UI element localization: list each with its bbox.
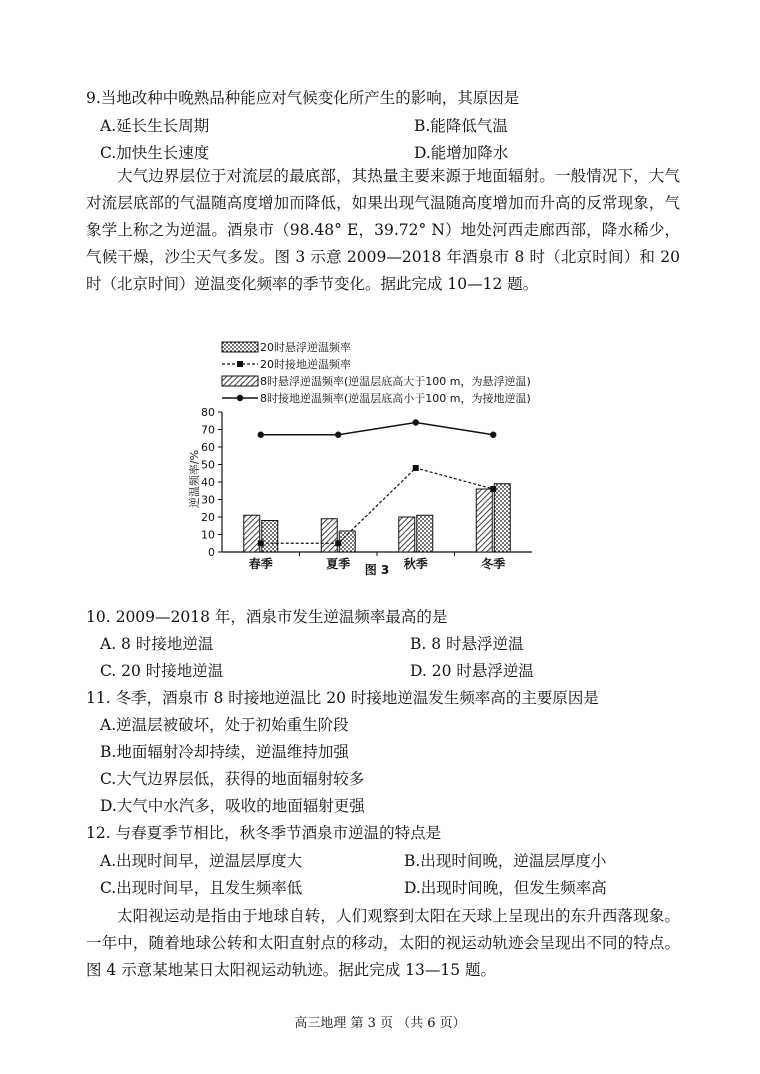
legend-label-20h-suspended: 20时悬浮逆温频率 bbox=[260, 341, 351, 354]
point-8h-ground bbox=[335, 432, 341, 438]
q10-option-c: C. 20 时接地逆温 bbox=[100, 662, 224, 680]
point-8h-ground bbox=[413, 419, 419, 425]
x-tick-label: 秋季 bbox=[403, 557, 428, 571]
bar-8h-suspended bbox=[244, 515, 260, 552]
bar-20h-suspended bbox=[262, 521, 278, 553]
legend-swatch-20h-suspended bbox=[222, 342, 258, 352]
q10-option-d: D. 20 时悬浮逆温 bbox=[410, 662, 534, 680]
y-tick-label: 20 bbox=[201, 511, 215, 524]
legend-label-20h-ground: 20时接地逆温频率 bbox=[260, 358, 351, 371]
legend-label-8h-ground: 8时接地逆温频率(逆温层底高小于100 m，为接地逆温) bbox=[260, 392, 531, 405]
legend-label-8h-suspended: 8时悬浮逆温频率(逆温层底高大于100 m，为悬浮逆温) bbox=[260, 375, 531, 388]
legend-marker-20h-ground bbox=[237, 361, 243, 367]
x-tick-label: 夏季 bbox=[326, 557, 351, 571]
point-8h-ground bbox=[258, 432, 264, 438]
line-20h-ground bbox=[261, 468, 494, 543]
bar-8h-suspended bbox=[399, 517, 415, 552]
inversion-frequency-chart bbox=[176, 336, 596, 576]
q9-option-a: A.延长生长周期 bbox=[100, 117, 210, 135]
passage-inversion: 大气边界层位于对流层的最底部，其热量主要来源于地面辐射。一般情况下，大气对流层底部的气温随高度增加而降低，如果出现气温随高度增加而升高的反常现象，气象学上称之为逆温。酒泉市（98.48° E，39.72° N）地处河西走廊西部，降水稀少，气候干燥，沙尘天气多发。图 3 示意 2009—2018 年酒泉市 8 时（北京时间）和 20 时（北京时间）逆温变化频率的季节变化。据此完成 10—12 题。 bbox=[86, 167, 680, 293]
y-tick-label: 70 bbox=[201, 423, 215, 437]
point-8h-ground bbox=[490, 432, 496, 438]
figure-caption: 图 3 bbox=[364, 563, 390, 576]
y-tick-label: 10 bbox=[201, 528, 215, 542]
point-20h-ground bbox=[335, 540, 341, 546]
bar-8h-suspended bbox=[321, 519, 337, 552]
x-tick-label: 冬季 bbox=[481, 557, 506, 571]
y-tick-label: 80 bbox=[201, 406, 215, 419]
q11-option-a: A.逆温层被破坏，处于初始重生阶段 bbox=[100, 716, 349, 734]
q9-option-d: D.能增加降水 bbox=[414, 144, 509, 162]
y-tick-label: 50 bbox=[201, 458, 215, 472]
q9-option-c: C.加快生长速度 bbox=[100, 144, 210, 162]
q12-option-a: A.出现时间早，逆温层厚度大 bbox=[100, 852, 303, 870]
legend-marker-8h-ground bbox=[237, 395, 243, 401]
bar-20h-suspended bbox=[494, 484, 510, 552]
q11-option-b: B.地面辐射冷却持续，逆温维持加强 bbox=[100, 743, 349, 761]
point-20h-ground bbox=[413, 465, 419, 471]
chart-bars bbox=[244, 484, 511, 552]
y-tick-label: 40 bbox=[201, 476, 215, 489]
point-20h-ground bbox=[258, 540, 264, 546]
bar-8h-suspended bbox=[476, 489, 492, 552]
q9-option-b: B.能降低气温 bbox=[414, 117, 508, 135]
q11-stem: 11. 冬季，酒泉市 8 时接地逆温比 20 时接地逆温发生频率高的主要原因是 bbox=[86, 689, 599, 707]
q10-option-b: B. 8 时悬浮逆温 bbox=[410, 635, 524, 653]
y-tick-label: 60 bbox=[201, 441, 215, 454]
q10-stem: 10. 2009—2018 年，酒泉市发生逆温频率最高的是 bbox=[86, 608, 448, 626]
passage-solar-motion: 太阳视运动是指由于地球自转，人们观察到太阳在天球上呈现出的东升西落现象。一年中，随着地球公转和太阳直射点的移动，太阳的视运动轨迹会呈现出不同的特点。图 4 示意某地某日太阳视运动轨迹。据此完成 13—15 题。 bbox=[86, 907, 680, 979]
q12-option-c: C.出现时间早，且发生频率低 bbox=[100, 879, 303, 897]
point-20h-ground bbox=[490, 486, 496, 492]
chart-legend bbox=[222, 340, 531, 405]
q12-stem: 12. 与春夏季节相比，秋冬季节酒泉市逆温的特点是 bbox=[86, 824, 442, 842]
q9-stem: 9.当地改种中晚熟品种能应对气候变化所产生的影响，其原因是 bbox=[86, 89, 520, 107]
q12-option-d: D.出现时间晚，但发生频率高 bbox=[404, 879, 607, 897]
y-tick-label: 0 bbox=[208, 546, 215, 559]
legend-swatch-8h-suspended bbox=[222, 376, 258, 386]
page-footer: 高三地理 第 3 页 （共 6 页） bbox=[294, 1016, 466, 1031]
q11-option-c: C.大气边界层低，获得的地面辐射较多 bbox=[100, 770, 365, 788]
q10-option-a: A. 8 时接地逆温 bbox=[100, 635, 214, 653]
q12-option-b: B.出现时间晚，逆温层厚度小 bbox=[404, 852, 607, 870]
line-8h-ground bbox=[261, 423, 494, 435]
x-tick-label: 春季 bbox=[248, 557, 273, 571]
y-axis-label: 逆温频率/% bbox=[188, 449, 201, 509]
chart-lines bbox=[258, 419, 497, 546]
bar-20h-suspended bbox=[417, 515, 433, 552]
y-tick-label: 30 bbox=[201, 493, 215, 507]
q11-option-d: D.大气中水汽多，吸收的地面辐射更强 bbox=[100, 797, 365, 815]
